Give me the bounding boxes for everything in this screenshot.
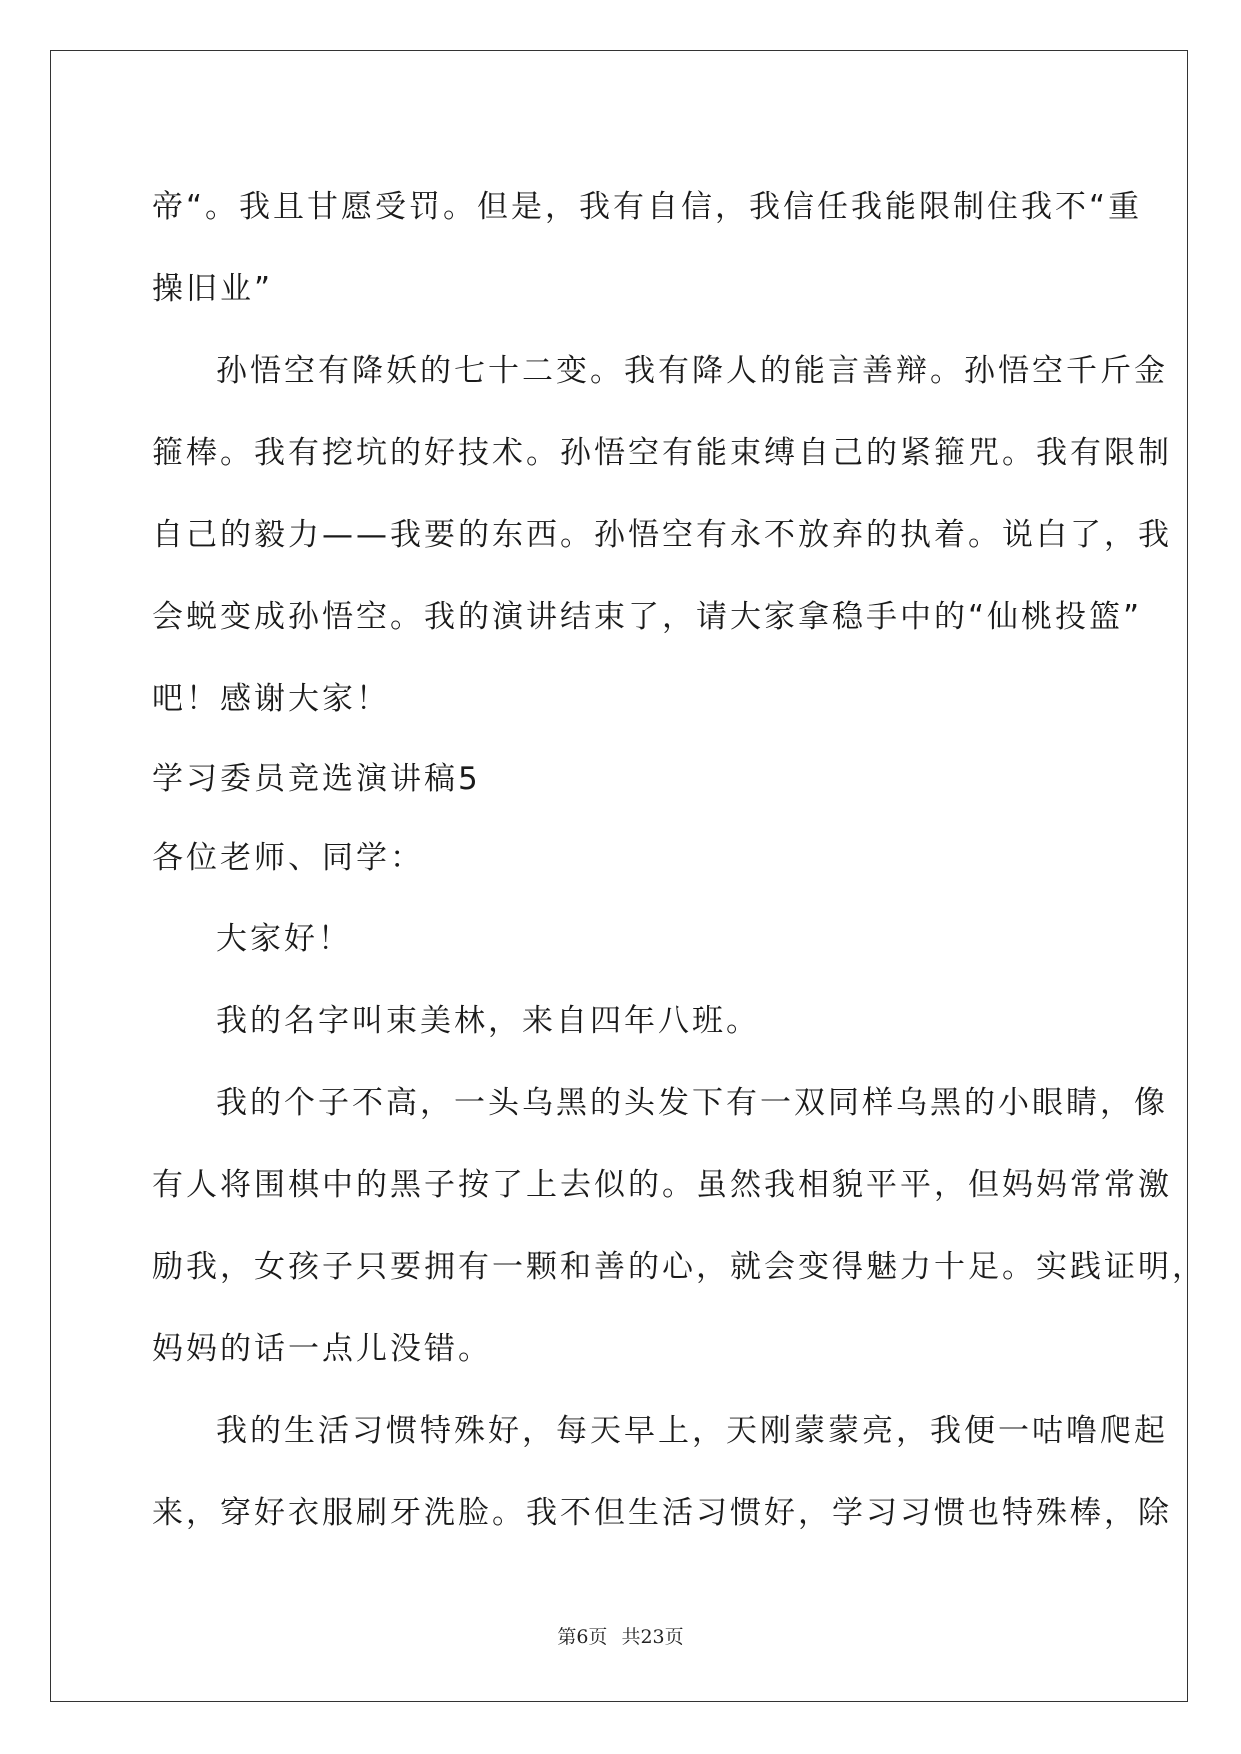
section-title: 学习委员竞选演讲稿5 — [152, 761, 481, 797]
text-line: 箍棒。我有挖坑的好技术。孙悟空有能束缚自己的紧箍咒。我有限制 — [152, 435, 1172, 471]
page-number: 第6页 — [557, 1626, 608, 1648]
salutation: 各位老师、同学： — [152, 840, 424, 876]
text-line: 励我，女孩子只要拥有一颗和善的心，就会变得魅力十足。实践证明， — [152, 1249, 1206, 1285]
page-total: 共23页 — [621, 1626, 684, 1648]
text-line: 操旧业” — [152, 271, 274, 307]
text-line: 来，穿好衣服刷牙洗脸。我不但生活习惯好，学习习惯也特殊棒，除 — [152, 1495, 1172, 1531]
paragraph-start: 我的个子不高，一头乌黑的头发下有一双同样乌黑的小眼睛，像 — [216, 1085, 1168, 1121]
text-line: 妈妈的话一点儿没错。 — [152, 1331, 492, 1367]
paragraph-start: 我的生活习惯特殊好，每天早上，天刚蒙蒙亮，我便一咕噜爬起 — [216, 1413, 1168, 1449]
page-footer — [0, 1622, 1241, 1649]
text-line: 会蜕变成孙悟空。我的演讲结束了，请大家拿稳手中的“仙桃投篮” — [152, 599, 1143, 635]
paragraph-start: 孙悟空有降妖的七十二变。我有降人的能言善辩。孙悟空千斤金 — [216, 353, 1168, 389]
text-line: 吧！感谢大家！ — [152, 681, 390, 717]
paragraph-start: 我的名字叫束美林，来自四年八班。 — [216, 1003, 760, 1039]
document-body — [152, 166, 1206, 1554]
text-line: 自己的毅力——我要的东西。孙悟空有永不放弃的执着。说白了，我 — [152, 517, 1172, 553]
text-line: 有人将围棋中的黑子按了上去似的。虽然我相貌平平，但妈妈常常激 — [152, 1167, 1172, 1203]
greeting: 大家好！ — [216, 921, 352, 957]
text-line: 帝“。我且甘愿受罚。但是，我有自信，我信任我能限制住我不“重 — [152, 189, 1143, 225]
